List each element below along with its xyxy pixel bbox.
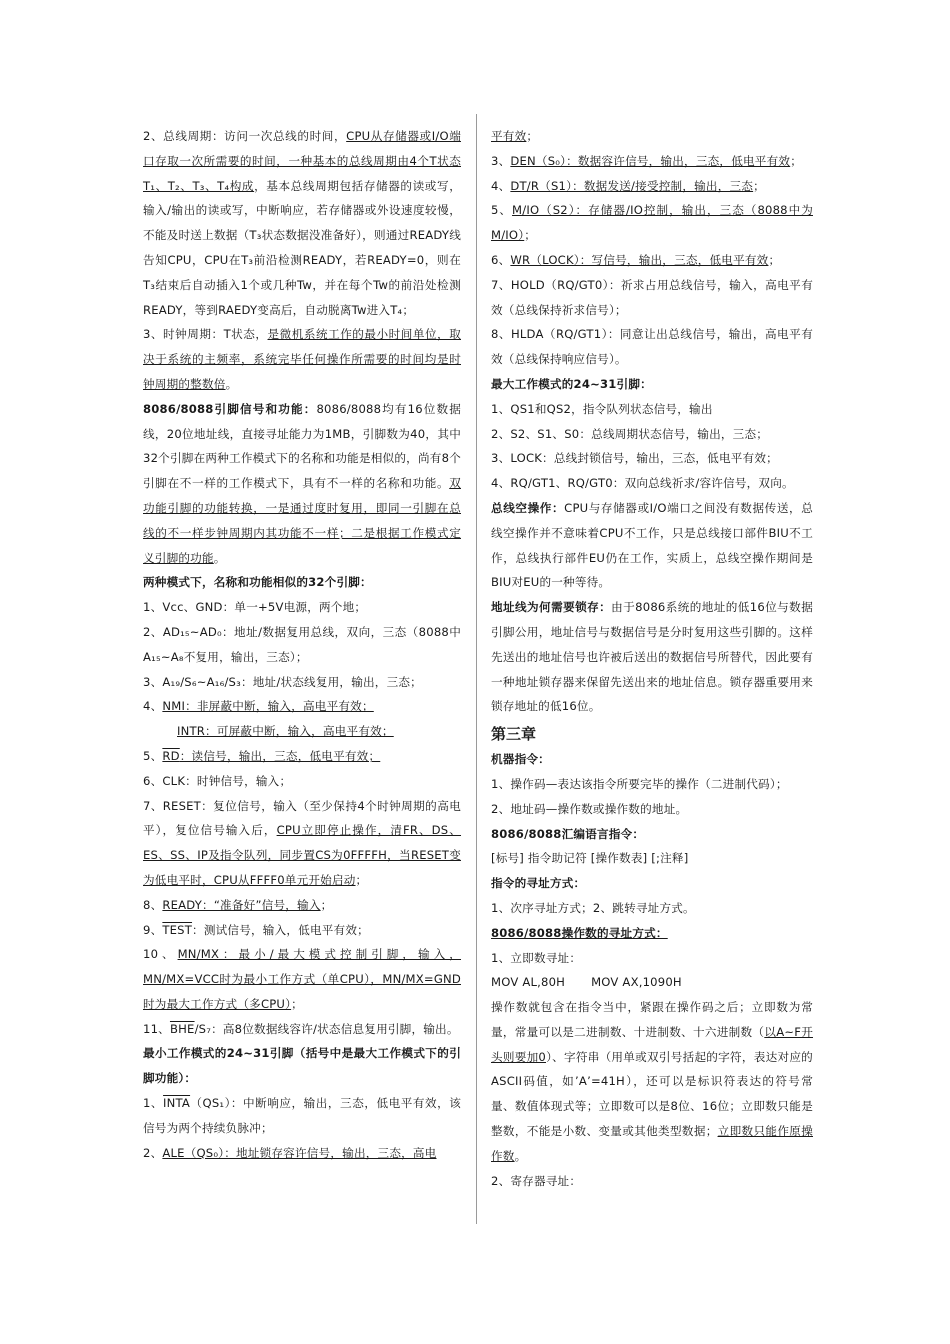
text: ； bbox=[790, 153, 802, 168]
text: （QS₁）：中断响应，输出，三态，低电平有效，该信号为两个持续负脉冲； bbox=[143, 1096, 461, 1135]
underlined-text: 双功能引脚的功能转换，一是通过度时复用，即同一引脚在总线的不一样步钟周期内其功能不一样；二是根据工作模式定义引脚的功能 bbox=[143, 476, 461, 565]
underlined-text: 是微机系统工作的最小时间单位，取决于系统的主频率，系统完毕任何操作所需要的时间均是时钟周期的整数倍 bbox=[143, 327, 461, 391]
underlined-text: 平有效 bbox=[491, 129, 527, 143]
list-item bbox=[143, 1017, 461, 1042]
text: 。 bbox=[213, 550, 226, 565]
text: 。 bbox=[225, 376, 238, 391]
text: 8086/8088均有16位数据线，20位地址线，直接寻址能力为1MB，引脚数为40，其中32个引脚在两种工作模式下的名称和功能是相似的，尚有8个引脚在不一样的工作模式下，具有不一样的名称和功能。 bbox=[143, 401, 462, 491]
text: 2、 bbox=[143, 1145, 163, 1160]
underlined-text: ALE（QS₀）：地址锁存容许信号，输出，三态，高电 bbox=[162, 1145, 437, 1160]
list-item: 3、A₁₉/S₆~A₁₆/S₃：地址/状态线复用，输出，三态； bbox=[143, 674, 422, 689]
text: 4、 bbox=[143, 699, 163, 714]
list-item: 4、RQ/GT1、RQ/GT0：双向总线祈求/容许信号，双向。 bbox=[491, 476, 794, 491]
bold-label: 8086/8088引脚信号和功能： bbox=[143, 401, 317, 416]
list-item bbox=[143, 1141, 461, 1166]
text: 11、 bbox=[143, 1021, 170, 1036]
left-column bbox=[143, 124, 461, 1165]
list-item bbox=[143, 942, 461, 1016]
text: CPU与存储器或I/O端口之间没有数据传送，总线空操作并不意味着CPU不工作，只是总线接口部件BIU不工作，总线执行部件EU仍在工作，实质上，总线空操作期间是BIU对EU的一种等待。 bbox=[491, 500, 814, 590]
text: ）、字符串（用单或双引号括起的字符，表达对应的ASCII码值，如’A’=41H），还可以是标识符表达的符号常量、数值体现式等；立即数可以是8位、16位；立即数只能是整数，不能是小数、变量或其他类型数据； bbox=[491, 1049, 813, 1139]
list-item bbox=[491, 248, 813, 273]
underlined-text: M/IO（S2）：存储器/IO控制，输出，三态（8088中为M/IO） bbox=[491, 203, 813, 243]
underlined-text: READY：“准备好”信号，输入 bbox=[162, 897, 321, 912]
list-item: 1、Vcc、GND：单一+5V电源，两个地； bbox=[143, 600, 367, 615]
text: 3、时钟周期：T状态， bbox=[143, 327, 268, 342]
underlined-text: WR（LOCK）：写信号，输出，三态，低电平有效 bbox=[510, 252, 769, 267]
list-item bbox=[143, 794, 461, 893]
section-heading: 机器指令： bbox=[491, 752, 550, 767]
text: 2、总线周期：访问一次总线的时间， bbox=[143, 129, 347, 143]
list-item bbox=[143, 1091, 461, 1141]
text: 。 bbox=[514, 1148, 527, 1163]
list-item: 1、次序寻址方式；2、跳转寻址方式。 bbox=[491, 900, 695, 915]
code-text: MOV AL,80H bbox=[491, 975, 566, 990]
text: ； bbox=[526, 129, 539, 143]
list-item bbox=[143, 918, 461, 943]
text: 由于8086系统的地址的低16位与数据引脚公用，地址信号与数据信号是分时复用这些引脚的。这样先送出的地址信号也许被后送出的数据信号所替代，因此要有一种地址锁存器来保留先送出来的地址信息。锁存器重要用来锁存地址的低16位。 bbox=[491, 600, 813, 714]
list-item: 2、S2、S1、S0：总线周期状态信号，输出，三态； bbox=[491, 426, 769, 441]
list-item: 2、AD₁₅~AD₀：地址/数据复用总线，双向，三态（8088中A₁₅~A₈不复用，输出，三态）； bbox=[143, 624, 461, 664]
list-item: 2、地址码—操作数或操作数的地址。 bbox=[491, 801, 688, 816]
text: 10、 bbox=[143, 947, 178, 962]
list-item: 1、立即数寻址： bbox=[491, 950, 582, 965]
underlined-text: INTR：可屏蔽中断，输入，高电平有效； bbox=[177, 724, 394, 739]
underlined-text: MN/MX：最小/最大模式控制引脚，输入，MN/MX=VCC时为最小工作方式（单CPU），MN/MX=GND时为最大工作方式（多CPU） bbox=[143, 947, 461, 1011]
text: 7、RESET：复位信号，输入（至少保持4个时钟周期的高电平），复位信号输入后， bbox=[143, 798, 461, 838]
address-latch-paragraph bbox=[491, 595, 813, 719]
text: 1、 bbox=[143, 1096, 164, 1111]
list-item bbox=[491, 198, 813, 248]
text: ； bbox=[768, 252, 781, 267]
underlined-text: CPU从存储器或I/O端口存取一次所需要的时间，一种基本的总线周期由4个T状态T₁、T₂、T₃、T₄构成 bbox=[143, 129, 461, 193]
syntax-line: [标号] 指令助记符 [操作数表] [;注释] bbox=[491, 851, 689, 866]
signal-name: $\overline{BHE}$ bbox=[169, 1021, 195, 1036]
list-item: 1、操作码—表达该指令所要完毕的操作（二进制代码）； bbox=[491, 776, 788, 791]
section-heading: 最小工作模式的24~31引脚（括号中是最大工作模式下的引脚功能）： bbox=[143, 1046, 461, 1086]
chapter-title: 第三章 bbox=[491, 725, 537, 744]
list-item bbox=[491, 174, 813, 199]
code-text: MOV AX,1090H bbox=[591, 975, 682, 990]
bus-cycle-paragraph bbox=[143, 124, 461, 322]
list-item bbox=[143, 694, 461, 719]
list-item bbox=[143, 893, 461, 918]
underlined-text: 以A~F开头则要加0 bbox=[491, 1024, 813, 1064]
text: ； bbox=[320, 897, 333, 912]
text: /S₇：高8位数据线容许/状态信息复用引脚，输出。 bbox=[194, 1021, 459, 1036]
text: 8、 bbox=[143, 897, 163, 912]
text: ：测试信号，输入，低电平有效； bbox=[192, 922, 369, 937]
list-item: 2、寄存器寻址： bbox=[491, 1173, 582, 1188]
underlined-text: 立即数只能作原操作数 bbox=[491, 1124, 813, 1163]
section-heading: 指令的寻址方式： bbox=[491, 876, 586, 891]
section-heading: 8086/8088操作数的寻址方式： bbox=[491, 925, 668, 940]
signal-name: INTA bbox=[163, 1096, 191, 1111]
text: ； bbox=[524, 228, 537, 243]
list-item bbox=[491, 124, 813, 149]
section-heading: 最大工作模式的24~31引脚： bbox=[491, 376, 652, 391]
text: 6、 bbox=[491, 252, 511, 267]
right-column bbox=[491, 124, 813, 1193]
list-item: 8、HLDA（RQ/GT1）：同意让出总线信号，输出，高电平有效（总线保持响应信号）。 bbox=[491, 327, 813, 367]
text: 3、 bbox=[491, 153, 511, 168]
text: ：读信号，输出，三态，低电平有效； bbox=[179, 748, 381, 763]
clock-cycle-paragraph bbox=[143, 322, 461, 396]
underlined-text: NMI：非屏蔽中断，输入，高电平有效； bbox=[162, 699, 374, 714]
text: ； bbox=[753, 178, 765, 193]
list-item bbox=[143, 744, 461, 769]
text: ，基本总线周期包括存储器的读或写，输入/输出的读或写，中断响应，若存储器或外设速度较慢，不能及时送上数据（T₃状态数据没准备好），则通过READY线告知CPU，CPU在T₃前沿检测READY，若READY=0，则在T₃结束后自动插入1个或几种Tw，并在每个Tw的前沿处检测READY，等到RAEDY变高后，自动脱离Tw进入T₄； bbox=[143, 178, 461, 317]
column-divider bbox=[476, 114, 477, 1224]
bus-idle-paragraph bbox=[491, 496, 813, 595]
list-item bbox=[143, 719, 461, 744]
immediate-paragraph bbox=[491, 995, 813, 1169]
underlined-text: CPU立即停止操作，清FR、DS、ES、SS、IP及指令队列，同步置CS为0FFFFH，当RESET变为低电平时，CPU从FFFF0单元开始启动 bbox=[143, 823, 462, 887]
pin-signal-paragraph bbox=[143, 397, 461, 571]
text: 4、 bbox=[491, 178, 511, 193]
signal-name: TEST bbox=[162, 922, 193, 937]
text: 5、 bbox=[143, 748, 163, 763]
text: 9、 bbox=[143, 922, 163, 937]
list-item: 6、CLK：时钟信号，输入； bbox=[143, 773, 292, 788]
underlined-text: DEN（S₀）：数据容许信号，输出，三态，低电平有效 bbox=[510, 153, 791, 168]
code-example bbox=[491, 970, 813, 995]
underlined-text: DT/R（S1）：数据发送/接受控制，输出，三态 bbox=[510, 178, 754, 193]
section-heading: 8086/8088汇编语言指令： bbox=[491, 826, 645, 841]
text: ； bbox=[355, 872, 368, 887]
signal-name: RD bbox=[162, 748, 180, 763]
bold-label: 地址线为何需要锁存： bbox=[491, 600, 612, 615]
text: 操作数就包含在指令当中，紧跟在操作码之后；立即数为常量，常量可以是二进制数、十进制数、十六进制数（ bbox=[491, 1000, 813, 1039]
list-item bbox=[491, 149, 813, 174]
list-item: 7、HOLD（RQ/GT0）：祈求占用总线信号，输入，高电平有效（总线保持祈求信号）； bbox=[491, 277, 813, 317]
list-item: 3、LOCK：总线封锁信号，输出，三态，低电平有效； bbox=[491, 451, 778, 466]
text: 5、 bbox=[491, 203, 513, 218]
text: ； bbox=[291, 996, 303, 1011]
section-heading: 两种模式下，名称和功能相似的32个引脚： bbox=[143, 575, 372, 590]
bold-label: 总线空操作： bbox=[491, 500, 565, 515]
list-item: 1、QS1和QS2，指令队列状态信号，输出 bbox=[491, 401, 713, 416]
